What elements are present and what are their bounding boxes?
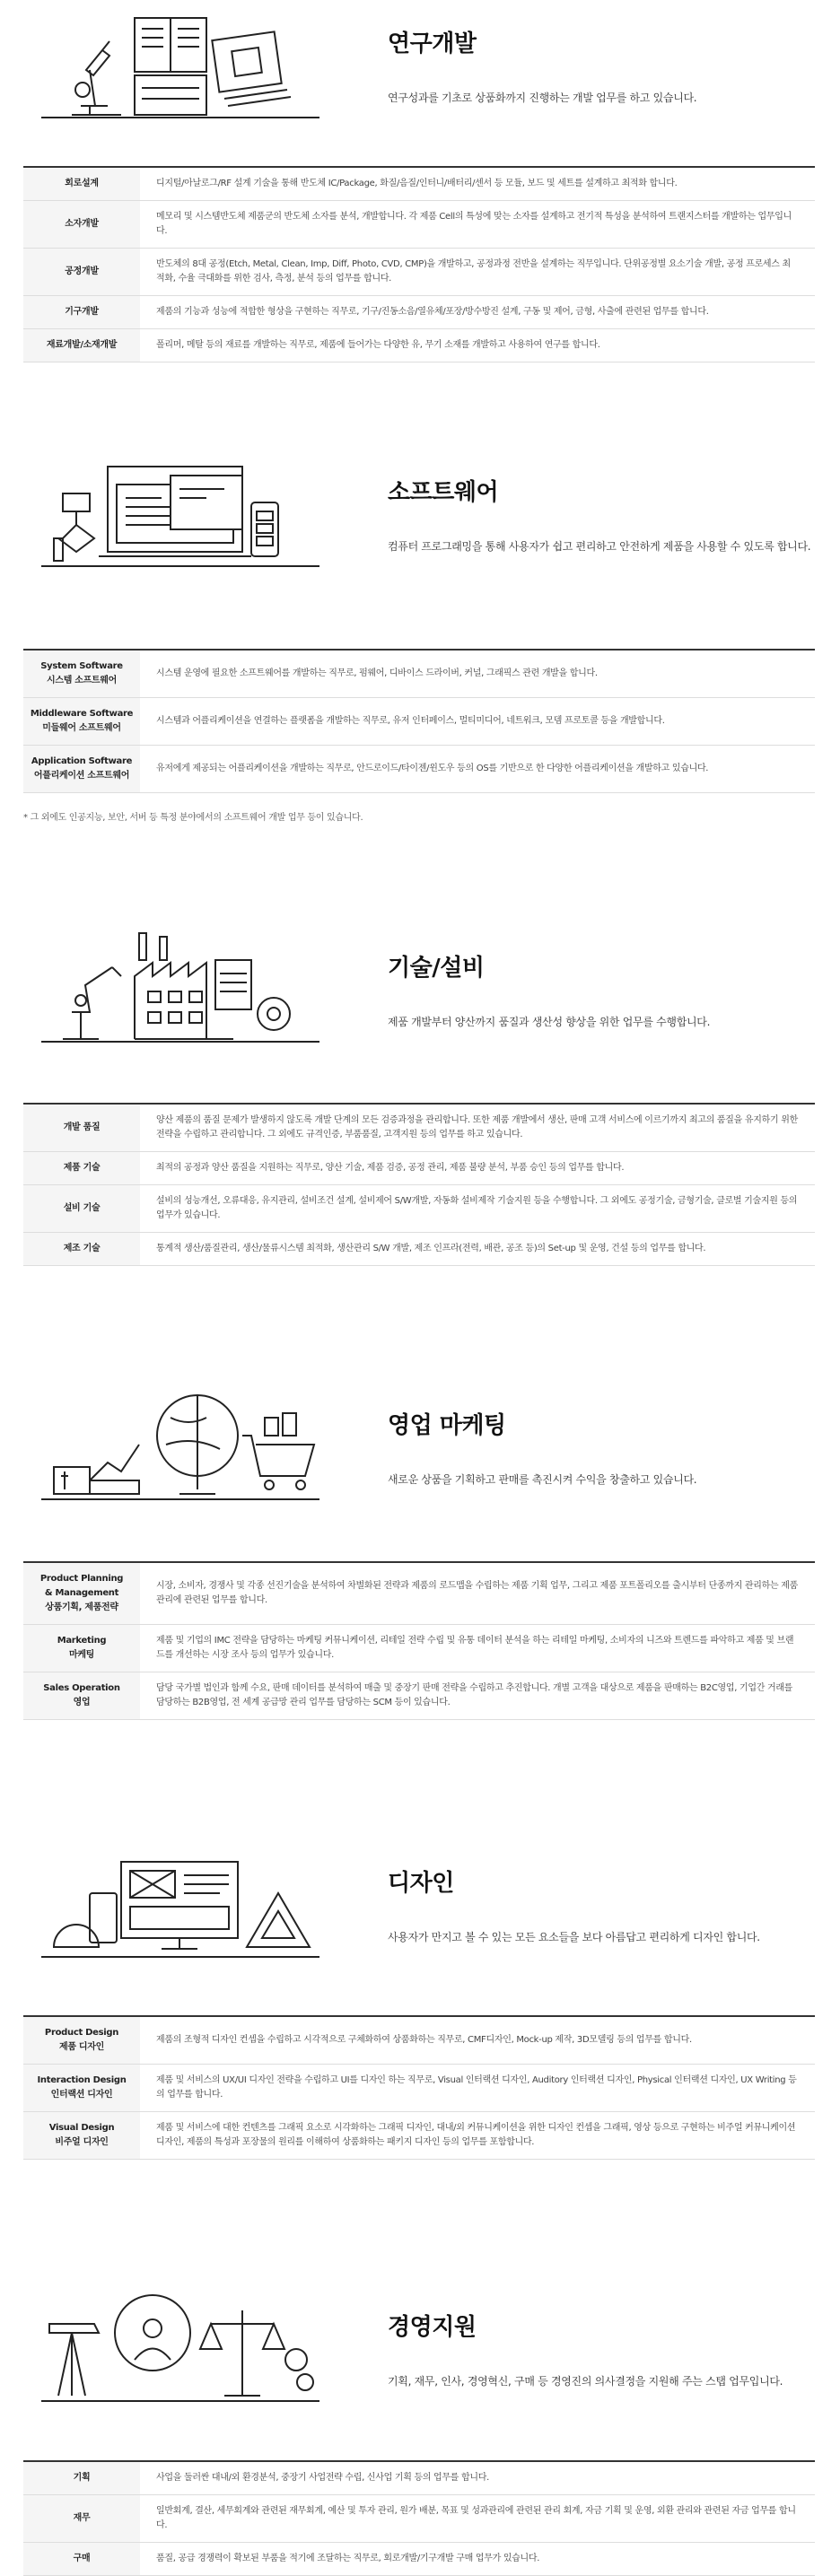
table-row xyxy=(23,2461,815,2495)
role-name xyxy=(23,1152,140,1185)
table-row xyxy=(23,2112,815,2160)
table-row xyxy=(23,1562,815,1625)
role-name-en: System Software xyxy=(40,661,123,671)
section-description: 새로운 상품을 기획하고 판매를 촉진시켜 수익을 창출하고 있습니다. xyxy=(388,1473,697,1486)
role-description: 최적의 공정과 양산 품질을 지원하는 직무로, 양산 기술, 제품 검증, 공정 관리, 제품 불량 분석, 부품 승인 등의 업무를 합니다. xyxy=(140,1152,815,1185)
software-illustration-icon xyxy=(36,449,323,570)
illustration-floor-line xyxy=(41,117,319,118)
role-name-en: Marketing xyxy=(57,1636,107,1646)
illustration-floor-line xyxy=(41,1956,319,1958)
role-name-en-2: & Management xyxy=(44,1588,119,1598)
table-row xyxy=(23,2065,815,2112)
tech-illustration-icon xyxy=(36,924,323,1045)
role-description: 디지털/아날로그/RF 설계 기술을 통해 반도체 IC/Package, 화질/음질/인터니/배터리/센서 등 모듈, 보드 및 세트를 설계하고 최적화 합니다. xyxy=(140,167,815,201)
section-marketing xyxy=(0,1382,840,1707)
role-name-text: 개발 품질 xyxy=(63,1122,101,1132)
section-tech xyxy=(0,924,840,1253)
role-name xyxy=(23,698,140,746)
role-name-text: 기구개발 xyxy=(65,307,99,317)
role-name-text: 재료개발/소재개발 xyxy=(46,340,118,350)
table-row xyxy=(23,650,815,698)
role-name xyxy=(23,167,140,201)
table-row xyxy=(23,1152,815,1185)
table-row xyxy=(23,1625,815,1672)
section-hero xyxy=(0,1382,840,1525)
role-name-ko: 마케팅 xyxy=(68,1650,95,1660)
rnd-illustration-icon xyxy=(36,0,323,121)
role-description: 제품 및 서비스에 대한 컨텐츠를 그래픽 요소로 시각화하는 그래픽 디자인, 대내/외 커뮤니케이션을 위한 디자인 컨셉을 그래픽, 영상 등으로 구현하는 비주얼 커뮤니케이션 디자인, 제품의 특성과 포장물의 원리를 이해하여 상품화하는 패키지 디자인 등의 업무를 포함합니다. xyxy=(140,2112,815,2160)
table-row xyxy=(23,296,815,329)
role-name-text: 소자개발 xyxy=(65,219,99,229)
role-name-en: Middleware Software xyxy=(30,709,134,719)
role-description: 일반회계, 결산, 세무회계와 관련된 재무회계, 예산 및 투자 관리, 원가 배분, 목표 및 성과관리에 관련된 관리 회계, 자금 기획 및 운영, 외환 관리와 관련된 자금 업무를 합니다. xyxy=(140,2495,815,2543)
role-description: 사업을 둘러싼 대내/외 환경분석, 중장기 사업전략 수립, 신사업 기획 등의 업무를 합니다. xyxy=(140,2461,815,2495)
role-description: 반도체의 8대 공정(Etch, Metal, Clean, Imp, Diff, Photo, CVD, CMP)을 개발하고, 공정과정 전반을 설계하는 직무입니다. 단위공정별 요소기술 개발, 공정 프로세스 최적화, 수율 극대화를 위한 검사, 측정, 분석 등의 업무를 합니다. xyxy=(140,249,815,296)
table-row xyxy=(23,249,815,296)
roles-table xyxy=(23,649,815,793)
roles-table xyxy=(23,1103,815,1266)
section-description: 제품 개발부터 양산까지 품질과 생산성 향상을 위한 업무를 수행합니다. xyxy=(388,1016,711,1028)
section-title: 기술/설비 xyxy=(388,955,485,982)
role-name xyxy=(23,2461,140,2495)
management-illustration-icon xyxy=(36,2283,323,2405)
role-name xyxy=(23,1185,140,1233)
illustration-floor-line xyxy=(41,565,319,567)
role-name xyxy=(23,1233,140,1266)
table-row xyxy=(23,1104,815,1152)
table-row xyxy=(23,746,815,793)
section-title: 디자인 xyxy=(388,1870,454,1897)
table-row xyxy=(23,2016,815,2065)
role-description: 설비의 성능개선, 오류대응, 유지관리, 설비조건 설계, 설비제어 S/W개발, 자동화 설비제작 기술지원 등을 수행합니다. 그 외에도 공정기술, 금형기술, 클로벌 기술지원 등의 업무가 있습니다. xyxy=(140,1185,815,1233)
role-name-en: Product Planning xyxy=(39,1574,124,1584)
role-name xyxy=(23,329,140,362)
table-row xyxy=(23,1233,815,1266)
section-design xyxy=(0,1839,840,2147)
table-row xyxy=(23,167,815,201)
section-description: 기획, 재무, 인사, 경영혁신, 구매 등 경영진의 의사결정을 지원해 주는 스탭 업무입니다. xyxy=(388,2375,783,2388)
role-name xyxy=(23,1104,140,1152)
section-hero xyxy=(0,924,840,1068)
role-name-text: 회로설계 xyxy=(65,179,99,188)
role-description: 제품 및 기업의 IMC 전략을 담당하는 마케팅 커뮤니케이션, 리테일 전략 수립 및 유통 데이터 분석을 하는 리테일 마케팅, 소비자의 니즈와 트렌드를 파악하고 제품 및 브랜드를 개선하는 시장 조사 등의 업무가 있습니다. xyxy=(140,1625,815,1672)
illustration-floor-line xyxy=(41,1041,319,1043)
role-name-ko: 영업 xyxy=(73,1698,91,1707)
role-description: 담당 국가별 법인과 함께 수요, 판매 데이터를 분석하여 매출 및 중장기 판매 전략을 수립하고 추진합니다. 개별 고객을 대상으로 제품을 판매하는 B2C영업, 기업간 거래를 담당하는 B2B영업, 전 세계 공급망 관리 업무를 담당하는 SCM 등이 있습니다. xyxy=(140,1672,815,1720)
role-name xyxy=(23,2543,140,2576)
table-row xyxy=(23,2495,815,2543)
role-name-text: 설비 기술 xyxy=(63,1203,101,1213)
role-name xyxy=(23,746,140,793)
role-description: 시스템 운영에 필요한 소프트웨어를 개발하는 직무로, 펌웨어, 디바이스 드라이버, 커널, 그래픽스 관련 개발을 합니다. xyxy=(140,650,815,698)
role-description: 시스템과 어플리케이션을 연결하는 플랫폼을 개발하는 직무로, 유저 인터페이스, 멀티미디어, 네트워크, 모뎀 프로토콜 등을 개발합니다. xyxy=(140,698,815,746)
illustration-floor-line xyxy=(41,1498,319,1500)
role-name xyxy=(23,201,140,249)
role-name xyxy=(23,2112,140,2160)
table-row xyxy=(23,698,815,746)
role-description: 제품의 조형적 디자인 컨셉을 수립하고 시각적으로 구체화하여 상품화하는 직무로, CMF디자인, Mock-up 제작, 3D모델링 등의 업무를 합니다. xyxy=(140,2016,815,2065)
design-illustration-icon xyxy=(36,1839,323,1960)
role-description: 제품 및 서비스의 UX/UI 디자인 전략을 수립하고 UI를 디자인 하는 직무로, Visual 인터랙션 디자인, Auditory 인터랙션 디자인, Physical 인터랙션 디자인, UX Writing 등의 업무를 합니다. xyxy=(140,2065,815,2112)
role-description: 시장, 소비자, 경쟁사 및 각종 선진기술을 분석하여 차별화된 전략과 제품의 로드맵을 수립하는 제품 기획 업무, 그리고 제품 포트폴리오를 출시부터 단종까지 관리하는 제품 관리에 관련된 업무를 합니다. xyxy=(140,1562,815,1625)
section-hero xyxy=(0,1839,840,1983)
role-name-text: 기획 xyxy=(73,2473,91,2483)
role-description: 유저에게 제공되는 어플리케이션을 개발하는 직무로, 안드로이드/타이젠/윈도우 등의 OS를 기반으로 한 다양한 어플리케이션을 개발하고 있습니다. xyxy=(140,746,815,793)
role-name xyxy=(23,1625,140,1672)
role-name-en: Visual Design xyxy=(48,2123,115,2133)
section-management xyxy=(0,2283,840,2563)
role-name-text: 제품 기술 xyxy=(63,1163,101,1173)
role-name xyxy=(23,249,140,296)
roles-table xyxy=(23,166,815,362)
role-name-text: 공정개발 xyxy=(65,266,99,276)
role-description: 통계적 생산/품질관리, 생산/물류시스템 최적화, 생산관리 S/W 개발, 제조 인프라(전력, 배관, 공조 등)의 Set-up 및 운영, 건설 등의 업무를 합니다. xyxy=(140,1233,815,1266)
table-row xyxy=(23,2543,815,2576)
role-name-ko: 인터랙션 디자인 xyxy=(50,2090,113,2100)
roles-table xyxy=(23,2460,815,2576)
role-description: 폴리머, 메탈 등의 재료를 개발하는 직무로, 제품에 들어가는 다양한 유, 무기 소재를 개발하고 사용하여 연구를 합니다. xyxy=(140,329,815,362)
role-name xyxy=(23,2016,140,2065)
role-name-ko: 비주얼 디자인 xyxy=(55,2137,109,2147)
section-description: 컴퓨터 프로그래밍을 통해 사용자가 쉽고 편리하고 안전하게 제품을 사용할 수 있도록 합니다. xyxy=(388,540,811,553)
role-name-en: Sales Operation xyxy=(43,1683,120,1693)
section-rnd xyxy=(0,0,840,350)
role-name xyxy=(23,2495,140,2543)
section-hero xyxy=(0,449,840,592)
table-row xyxy=(23,1672,815,1720)
role-description: 메모리 및 시스템반도체 제품군의 반도체 소자를 분석, 개발합니다. 각 제품 Cell의 특성에 맞는 소자를 설계하고 전기적 특성을 분석하여 트랜지스터를 개발하는 업무입니다. xyxy=(140,201,815,249)
role-description: 양산 제품의 품질 문제가 발생하지 않도록 개발 단계의 모든 검증과정을 관리합니다. 또한 제품 개발에서 생산, 판매 고객 서비스에 이르기까지 최고의 품질을 유지하기 위한 전략을 수립하고 관리합니다. 그 외에도 규격인증, 부품품질, 고객지원 등의 업무를 하고 있습니다. xyxy=(140,1104,815,1152)
illustration-floor-line xyxy=(41,2400,319,2402)
role-name-ko: 상품기획, 제품전략 xyxy=(45,1602,118,1612)
section-title: 영업 마케팅 xyxy=(388,1412,506,1439)
section-hero xyxy=(0,0,840,144)
role-name-en: Interaction Design xyxy=(37,2075,127,2085)
role-name-text: 구매 xyxy=(73,2554,91,2563)
table-row xyxy=(23,1185,815,1233)
role-name-en: Product Design xyxy=(44,2028,119,2038)
role-name xyxy=(23,650,140,698)
roles-table xyxy=(23,1561,815,1720)
role-name-text: 제조 기술 xyxy=(63,1244,101,1253)
section-description: 연구성과를 기초로 상품화까지 진행하는 개발 업무를 하고 있습니다. xyxy=(388,92,697,104)
section-description: 사용자가 만지고 볼 수 있는 모든 요소들을 보다 아름답고 편리하게 디자인 합니다. xyxy=(388,1931,760,1943)
section-software xyxy=(0,449,840,823)
role-name-ko: 어플리케이션 소프트웨어 xyxy=(33,771,130,781)
role-name xyxy=(23,296,140,329)
role-name xyxy=(23,1562,140,1625)
table-row xyxy=(23,329,815,362)
footnote: * 그 외에도 인공지능, 보안, 서버 등 특정 분야에서의 소프트웨어 개발 업무 등이 있습니다. xyxy=(23,813,363,823)
section-title: 경영지원 xyxy=(388,2314,477,2341)
role-name-ko: 미들웨어 소프트웨어 xyxy=(42,723,121,733)
roles-table xyxy=(23,2015,815,2160)
role-description: 품질, 공급 경쟁력이 확보된 부품을 적기에 조달하는 직무로, 회로개발/기구개발 구매 업무가 있습니다. xyxy=(140,2543,815,2576)
role-name xyxy=(23,1672,140,1720)
role-name xyxy=(23,2065,140,2112)
role-name-ko: 제품 디자인 xyxy=(59,2042,104,2052)
role-name-ko: 시스템 소프트웨어 xyxy=(46,676,118,685)
role-description: 제품의 기능과 성능에 적합한 형상을 구현하는 직무로, 기구/진동소음/열유체/포장/방수방진 설계, 구동 및 제어, 금형, 사출에 관련된 업무를 합니다. xyxy=(140,296,815,329)
role-name-text: 재무 xyxy=(73,2513,91,2523)
section-title: 소프트웨어 xyxy=(388,479,499,506)
role-name-en: Application Software xyxy=(31,756,133,766)
marketing-illustration-icon xyxy=(36,1382,323,1503)
table-row xyxy=(23,201,815,249)
section-title: 연구개발 xyxy=(388,31,477,57)
section-hero xyxy=(0,2283,840,2427)
